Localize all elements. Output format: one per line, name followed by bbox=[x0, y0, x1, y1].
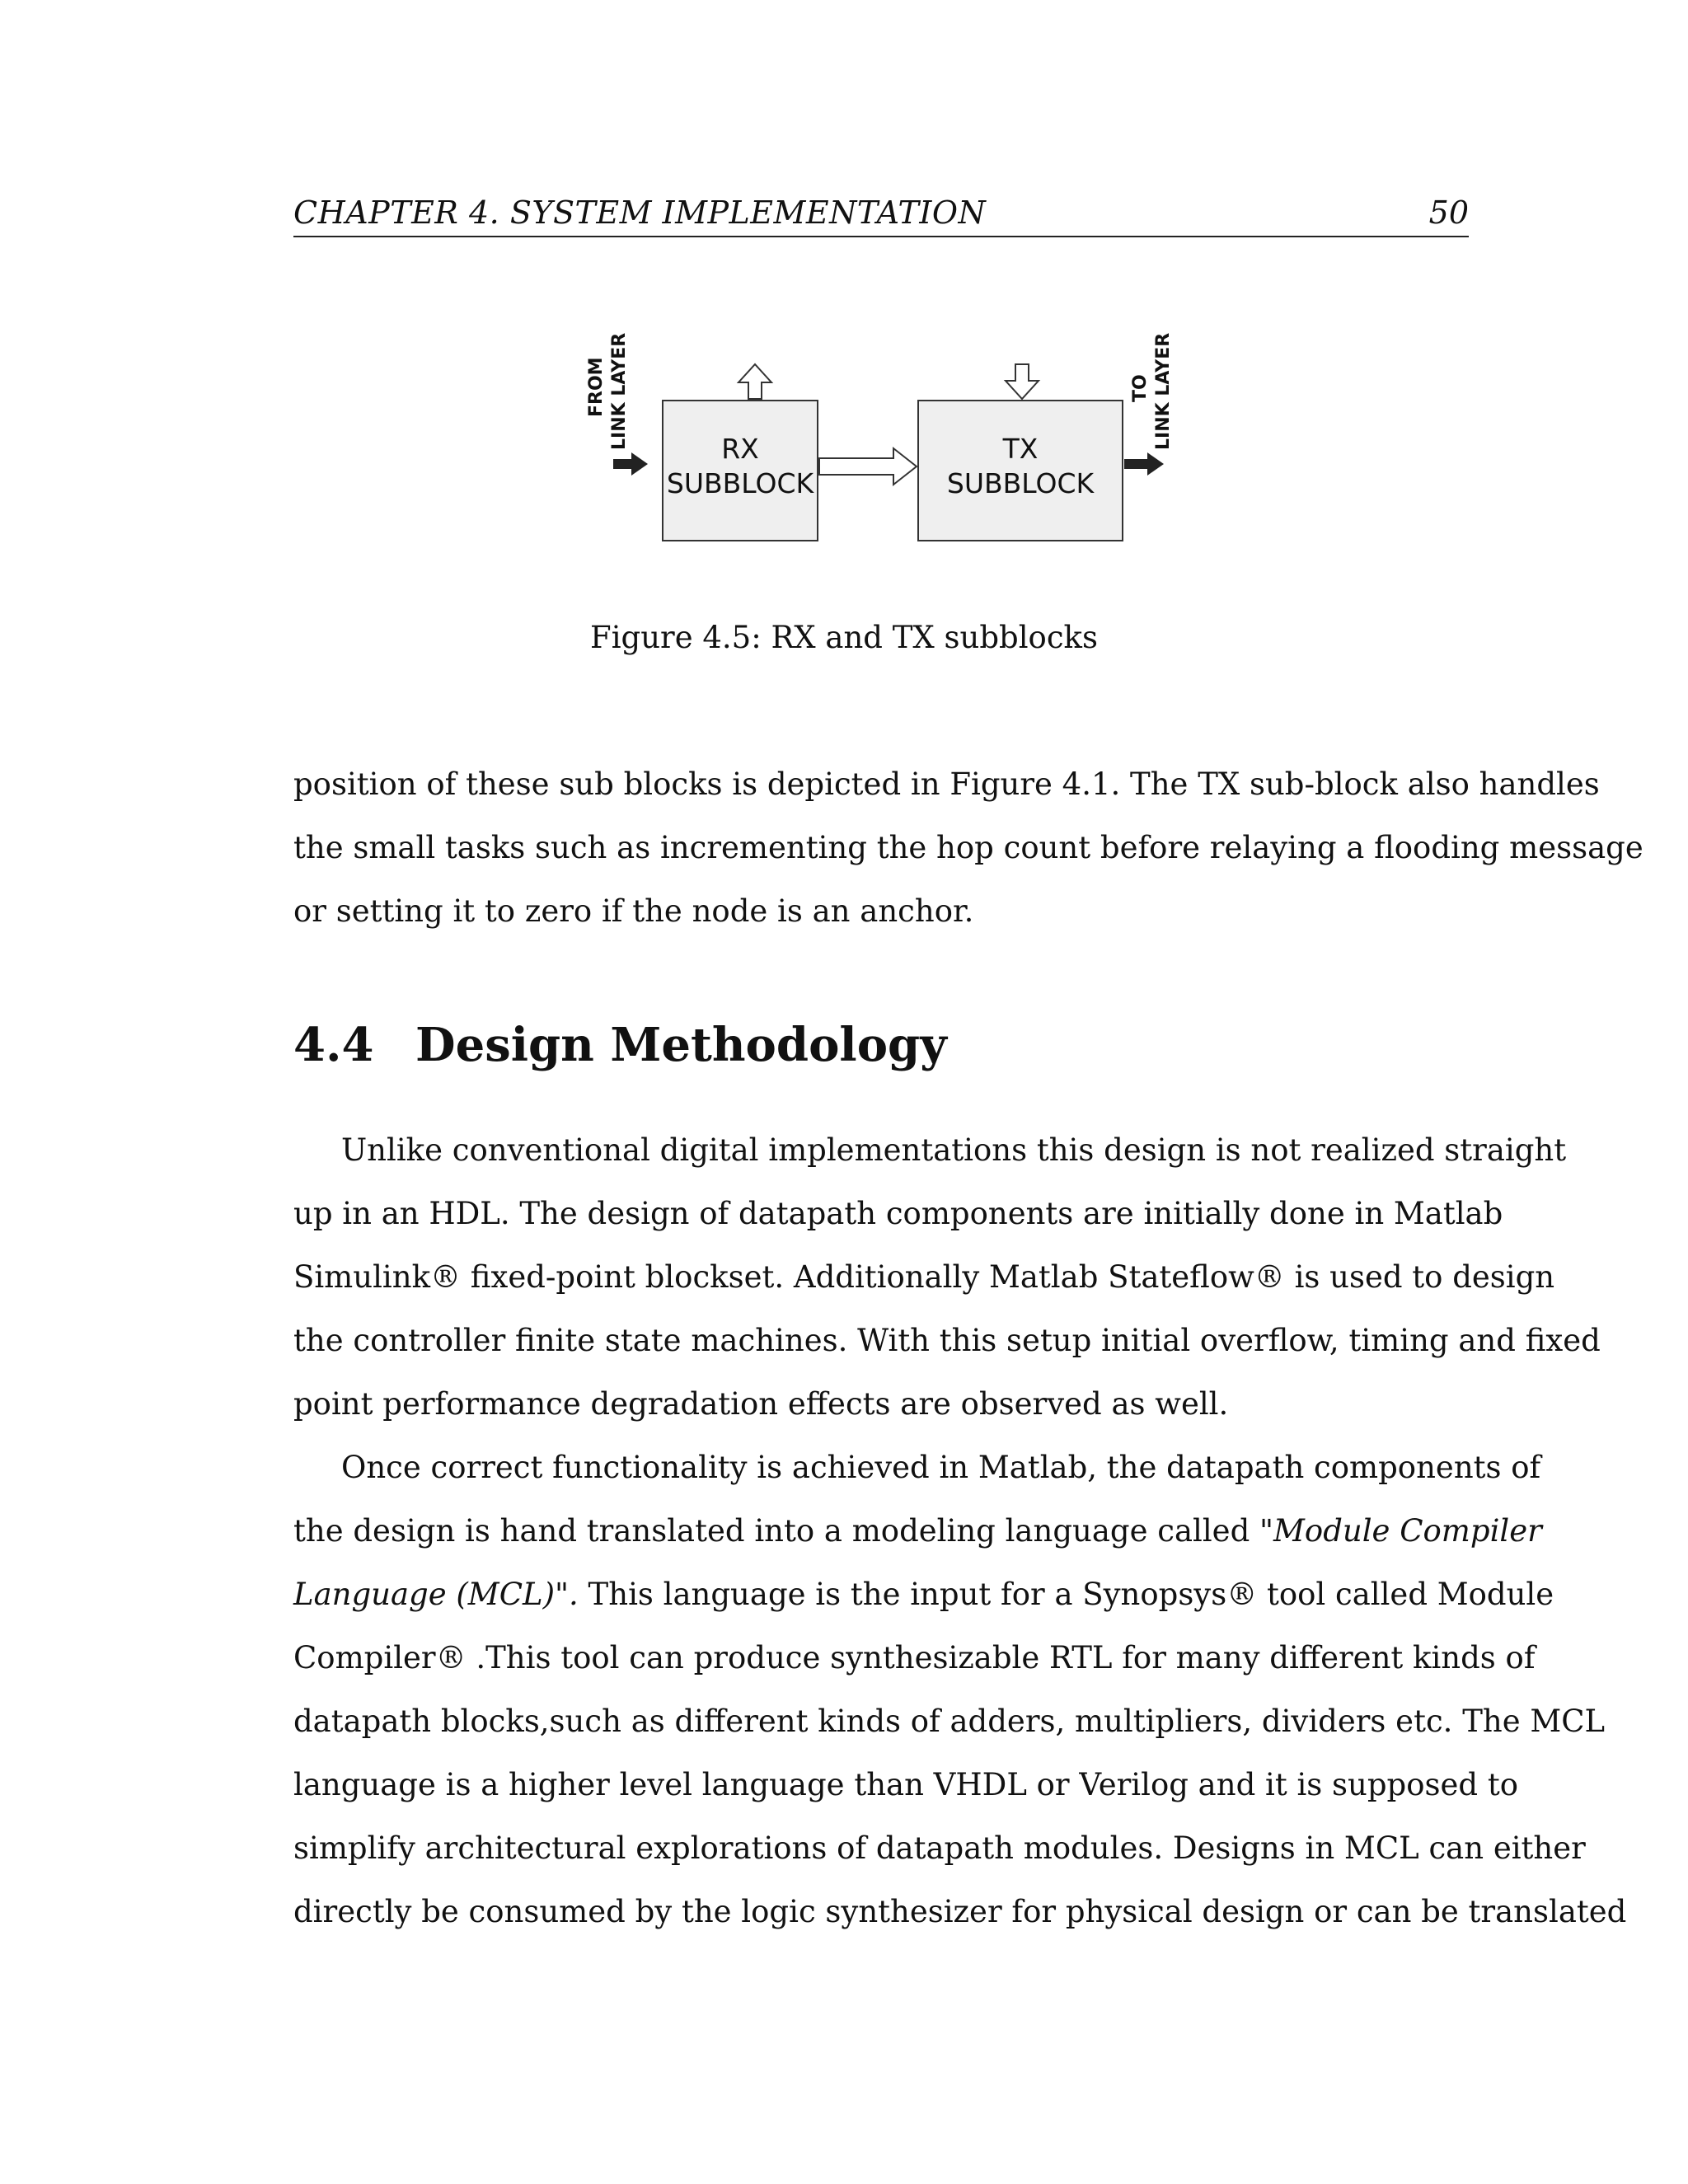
section-title: Design Methodology bbox=[415, 1018, 947, 1072]
text-line: directly be consumed by the logic synthesizer for physical design or can be translated bbox=[293, 1894, 1627, 1929]
tx-label-line1: TX bbox=[1002, 433, 1039, 465]
text-line: Simulink® fixed-point blockset. Additionally Matlab Stateflow® is used to design bbox=[293, 1259, 1555, 1295]
paragraph-continuation bbox=[293, 752, 1643, 943]
section-number: 4.4 bbox=[293, 1018, 374, 1072]
text-line: Once correct functionality is achieved in Matlab, the datapath components of bbox=[341, 1450, 1541, 1485]
italic-run: "Module Compiler bbox=[1259, 1513, 1542, 1549]
text-line: position of these sub blocks is depicted in Figure 4.1. The TX sub-block also handles bbox=[293, 766, 1600, 802]
text-line: the small tasks such as incrementing the hop count before relaying a flooding message bbox=[293, 830, 1643, 865]
to-label-line1: TO bbox=[1130, 374, 1151, 402]
output-arrow-icon bbox=[1124, 452, 1164, 476]
rx-label-line1: RX bbox=[721, 433, 759, 465]
to-label-line2: LINK LAYER bbox=[1153, 332, 1174, 450]
page-number: 50 bbox=[1428, 194, 1469, 231]
text-line: Unlike conventional digital implementations this design is not realized straight bbox=[341, 1132, 1567, 1168]
text-run: This language is the input for a Synopsys® tool called Module bbox=[578, 1577, 1554, 1612]
text-run: the design is hand translated into a modeling language called bbox=[293, 1513, 1260, 1549]
text-line bbox=[293, 1563, 1554, 1626]
block-diagram bbox=[569, 313, 1195, 560]
from-label-line2: LINK LAYER bbox=[609, 332, 630, 450]
from-label-line1: FROM bbox=[586, 357, 607, 417]
section-heading bbox=[293, 1018, 947, 1072]
text-line: up in an HDL. The design of datapath components are initially done in Matlab bbox=[293, 1196, 1503, 1231]
paragraph-mcl bbox=[293, 1436, 1627, 1943]
text-line: Compiler® .This tool can produce synthesizable RTL for many different kinds of bbox=[293, 1640, 1536, 1675]
text-line: point performance degradation effects are observed as well. bbox=[293, 1386, 1229, 1422]
up-arrow-icon bbox=[738, 364, 771, 399]
text-line: simplify architectural explorations of datapath modules. Designs in MCL can either bbox=[293, 1830, 1586, 1866]
figure-rx-tx-subblocks bbox=[569, 313, 1195, 560]
italic-run: Language (MCL)". bbox=[293, 1577, 579, 1612]
down-arrow-icon bbox=[1006, 364, 1039, 399]
text-line: datapath blocks,such as different kinds of adders, multipliers, dividers etc. The MCL bbox=[293, 1704, 1606, 1739]
running-header bbox=[293, 191, 1469, 237]
rx-label-line2: SUBBLOCK bbox=[666, 467, 814, 499]
paragraph-design-intro bbox=[293, 1118, 1601, 1436]
rx-to-tx-arrow-icon bbox=[819, 448, 917, 485]
text-line bbox=[293, 1499, 1542, 1563]
text-line: language is a higher level language than VHDL or Verilog and it is supposed to bbox=[293, 1767, 1518, 1802]
chapter-title: CHAPTER 4. SYSTEM IMPLEMENTATION bbox=[293, 194, 987, 231]
input-arrow-icon bbox=[613, 452, 648, 476]
figure-caption: Figure 4.5: RX and TX subblocks bbox=[590, 620, 1098, 655]
text-line: or setting it to zero if the node is an anchor. bbox=[293, 893, 974, 929]
tx-label-line2: SUBBLOCK bbox=[946, 467, 1095, 499]
text-line: the controller finite state machines. With this setup initial overflow, timing and fixed bbox=[293, 1323, 1601, 1358]
